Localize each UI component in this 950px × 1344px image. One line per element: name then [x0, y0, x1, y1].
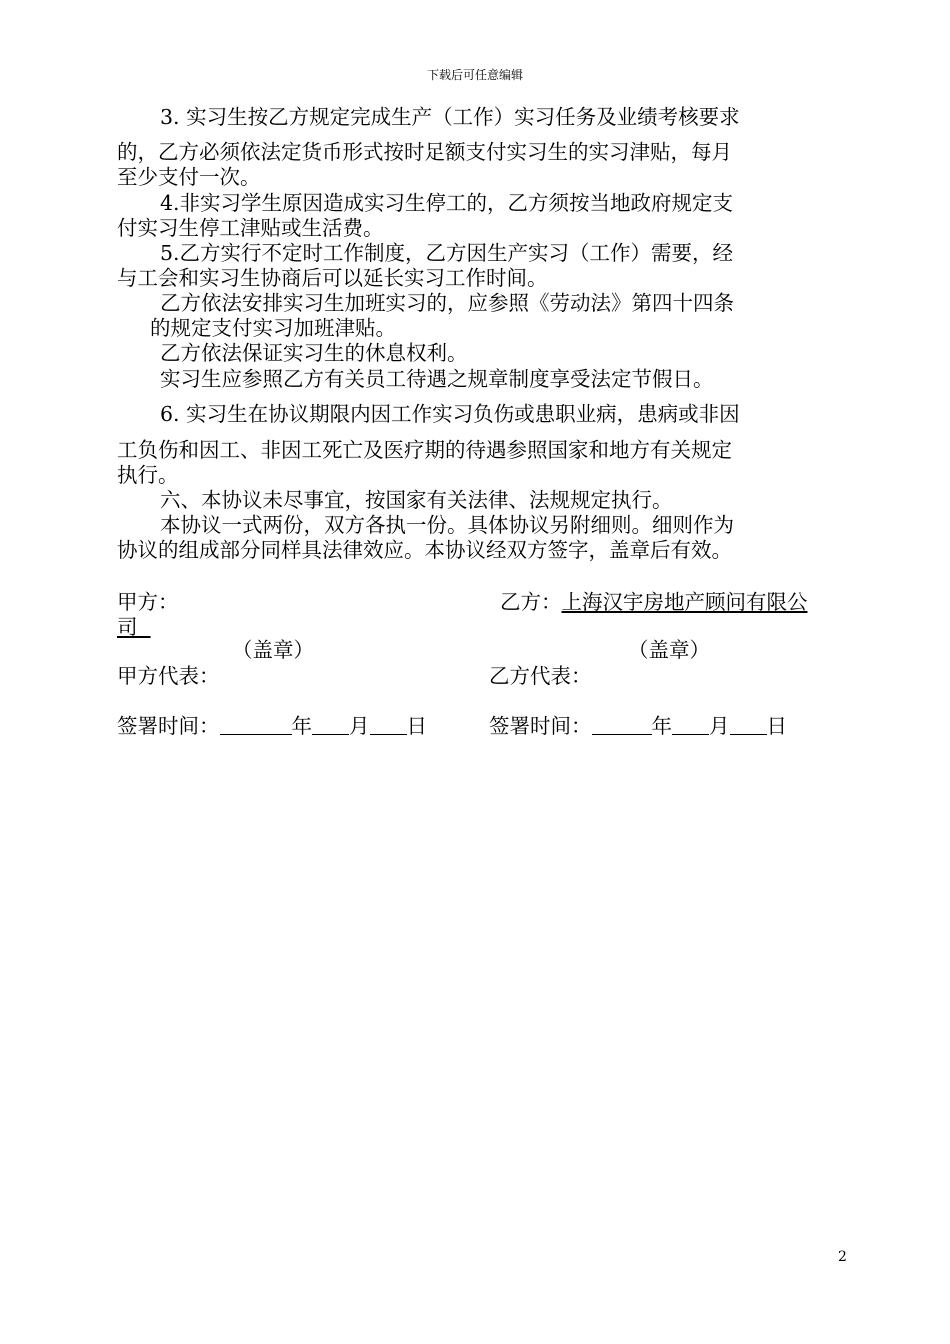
year-blank	[220, 716, 292, 735]
day-blank	[370, 716, 407, 735]
paragraph-line: 本协议一式两份，双方各执一份。具体协议另附细则。细则作为	[160, 513, 734, 537]
month-label: 月	[349, 714, 370, 738]
paragraph-line: 乙方依法保证实习生的休息权利。	[160, 341, 468, 365]
signing-date-b	[489, 716, 787, 737]
paragraph-line: 6. 实习生在协议期限内因工作实习负伤或患职业病，患病或非因	[160, 402, 740, 426]
year-label: 年	[651, 714, 672, 738]
party-a-label: 甲方：	[117, 590, 179, 614]
day-blank	[730, 716, 767, 735]
page-number: 2	[838, 1249, 847, 1265]
day-label: 日	[766, 714, 787, 738]
paragraph-line: 六、本协议未尽事宜，按国家有关法律、法规规定执行。	[160, 488, 673, 512]
month-label: 月	[709, 714, 730, 738]
month-blank	[672, 716, 709, 735]
party-b-company-name: 上海汉宇房地产顾问有限公	[561, 590, 808, 614]
underline-tail	[138, 615, 151, 639]
paragraph-line: 的规定支付实习加班津贴。	[150, 316, 396, 340]
party-b-label: 乙方：	[500, 590, 562, 614]
paragraph-line: 实习生应参照乙方有关员工待遇之规章制度享受法定节假日。	[160, 367, 714, 391]
signing-date-label: 签署时间：	[489, 714, 592, 738]
party-b-company-name-end: 司	[117, 615, 138, 639]
day-label: 日	[406, 714, 427, 738]
paragraph-line: 付实习生停工津贴或生活费。	[117, 216, 384, 240]
signing-date-a	[117, 716, 427, 737]
month-blank	[312, 716, 349, 735]
party-b-line	[500, 592, 808, 613]
year-label: 年	[291, 714, 312, 738]
paragraph-line: 3. 实习生按乙方规定完成生产（工作）实习任务及业绩考核要求	[160, 105, 740, 129]
seal-label-a: （盖章）	[232, 638, 314, 662]
year-blank	[592, 716, 652, 735]
paragraph-line: 协议的组成部分同样具法律效应。本协议经双方签字，盖章后有效。	[117, 538, 732, 562]
paragraph-line: 的，乙方必须依法定货币形式按时足额支付实习生的实习津贴，每月	[117, 140, 732, 164]
party-b-company-name-cont	[117, 617, 151, 638]
seal-label-b: （盖章）	[628, 638, 710, 662]
representative-b-label: 乙方代表：	[489, 664, 592, 688]
representative-a-label: 甲方代表：	[117, 664, 220, 688]
signing-date-label: 签署时间：	[117, 714, 220, 738]
page-header-note: 下载后可任意编辑	[426, 68, 523, 82]
paragraph-line: 工负伤和因工、非因工死亡及医疗期的待遇参照国家和地方有关规定	[117, 438, 732, 462]
paragraph-line: 至少支付一次。	[117, 165, 261, 189]
paragraph-line: 执行。	[117, 463, 179, 487]
paragraph-line: 与工会和实习生协商后可以延长实习工作时间。	[117, 266, 548, 290]
paragraph-line: 4.非实习学生原因造成实习生停工的，乙方须按当地政府规定支	[160, 191, 734, 215]
paragraph-line: 乙方依法安排实习生加班实习的，应参照《劳动法》第四十四条	[160, 291, 734, 315]
paragraph-line: 5.乙方实行不定时工作制度，乙方因生产实习（工作）需要，经	[160, 241, 734, 265]
